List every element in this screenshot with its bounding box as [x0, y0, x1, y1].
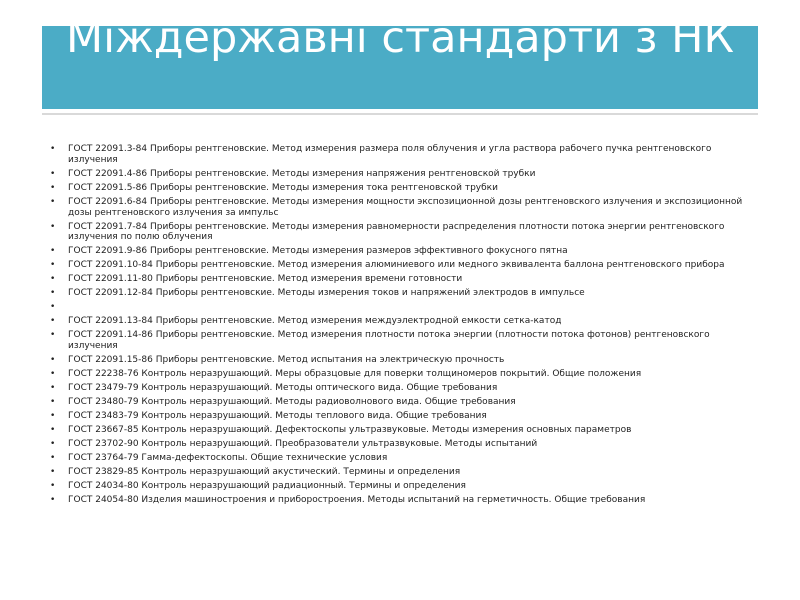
standard-item-text: ГОСТ 22091.14-86 Приборы рентгеновские. Метод измерения плотности потока энергии (плотности потока фотонов) рентгеновского излучения [68, 330, 710, 352]
standard-item-text: ГОСТ 22091.3-84 Приборы рентгеновские. Метод измерения размера поля облучения и угла раствора рабочего пучка рентгеновского излучения [68, 144, 712, 165]
standard-item [50, 453, 750, 464]
standard-item-text: ГОСТ 22091.11-80 Приборы рентгеновские. Метод измерения времени готовности [68, 274, 463, 285]
standard-item [50, 169, 750, 180]
standard-item [50, 183, 750, 194]
standard-item-text: ГОСТ 22238-76 Контроль неразрушающий. Меры образцовые для поверки толщиномеров покрытий. Общие положения [68, 368, 642, 379]
standard-item-text: ГОСТ 23829-85 Контроль неразрушающий акустический. Термины и определения [68, 466, 461, 477]
standard-item [50, 439, 750, 450]
standard-item-text: ГОСТ 23480-79 Контроль неразрушающий. Методы радиоволнового вида. Общие требования [68, 396, 516, 407]
bullet-icon: • [50, 302, 56, 313]
standard-item [50, 288, 750, 299]
standard-item-text: ГОСТ 22091.10-84 Приборы рентгеновские. Метод измерения алюминиевого или медного эквивалента баллона рентгеновского прибора [68, 260, 725, 271]
standard-item-text: ГОСТ 22091.12-84 Приборы рентгеновские. Методы измерения токов и напряжений электродов в импульсе [68, 288, 585, 299]
standard-item-text: ГОСТ 22091.7-84 Приборы рентгеновские. Методы измерения равномерности распределения плотности потока энергии рентгеновского излучения по полю облучения [68, 221, 725, 243]
standard-item [50, 369, 750, 380]
standards-list [50, 144, 750, 509]
standard-item [50, 397, 750, 408]
standard-item [50, 495, 750, 506]
standard-item-text: ГОСТ 23764-79 Гамма-дефектоскопы. Общие технические условия [68, 452, 388, 463]
standard-item [50, 467, 750, 478]
standard-item-text: ГОСТ 22091.4-86 Приборы рентгеновские. Методы измерения напряжения рентгеновской трубки [68, 168, 536, 179]
bullet-icon: • [50, 382, 56, 393]
standard-item-text: ГОСТ 24054-80 Изделия машиностроения и приборостроения. Методы испытаний на герметичность. Общие требования [68, 494, 646, 505]
standard-item [50, 260, 750, 271]
bullet-icon: • [50, 274, 56, 285]
bullet-icon: • [50, 410, 56, 421]
standard-item [50, 355, 750, 366]
bullet-icon: • [50, 368, 56, 379]
bullet-icon: • [50, 494, 56, 505]
bullet-icon: • [50, 221, 56, 232]
bullet-icon: • [50, 330, 56, 341]
standard-item-text [68, 302, 71, 312]
bullet-icon: • [50, 246, 56, 257]
bullet-icon: • [50, 144, 56, 154]
bullet-icon: • [50, 466, 56, 477]
standard-item [50, 302, 750, 313]
standard-item [50, 222, 750, 244]
slide-title: Міждержавні стандарти з НК [65, 13, 734, 63]
bullet-icon: • [50, 168, 56, 179]
bullet-icon: • [50, 480, 56, 491]
standard-item-text: ГОСТ 23667-85 Контроль неразрушающий. Дефектоскопы ультразвуковые. Методы измерения основных параметров [68, 424, 632, 435]
standard-item [50, 246, 750, 257]
bullet-icon: • [50, 452, 56, 463]
standard-item [50, 330, 750, 352]
standard-item-text: ГОСТ 23702-90 Контроль неразрушающий. Преобразователи ультразвуковые. Методы испытаний [68, 438, 538, 449]
standard-item [50, 481, 750, 492]
standard-item-text: ГОСТ 22091.15-86 Приборы рентгеновские. Метод испытания на электрическую прочность [68, 355, 505, 365]
bullet-icon: • [50, 438, 56, 449]
bullet-icon: • [50, 182, 56, 193]
standard-item [50, 411, 750, 422]
bullet-icon: • [50, 196, 56, 207]
standard-item [50, 197, 750, 219]
bullet-icon: • [50, 424, 56, 435]
bullet-icon: • [50, 396, 56, 407]
bullet-icon: • [50, 288, 56, 299]
standard-item-text: ГОСТ 22091.6-84 Приборы рентгеновские. Методы измерения мощности экспозиционной дозы рентгеновского излучения и экспозиционной дозы рентгеновского излучения за импульс [68, 196, 743, 218]
standard-item [50, 425, 750, 436]
standard-item-text: ГОСТ 23483-79 Контроль неразрушающий. Методы теплового вида. Общие требования [68, 410, 487, 421]
standard-item [50, 144, 750, 166]
standard-item [50, 383, 750, 394]
standard-item-text: ГОСТ 22091.5-86 Приборы рентгеновские. Методы измерения тока рентгеновской трубки [68, 182, 498, 193]
bullet-icon: • [50, 260, 56, 271]
standard-item-text: ГОСТ 24034-80 Контроль неразрушающий радиационный. Термины и определения [68, 480, 466, 491]
standard-item [50, 316, 750, 327]
standard-item-text: ГОСТ 22091.13-84 Приборы рентгеновские. Метод измерения междуэлектродной емкости сетка-катод [68, 316, 562, 327]
standard-item-text: ГОСТ 22091.9-86 Приборы рентгеновские. Методы измерения размеров эффективного фокусного пятна [68, 246, 568, 257]
title-divider [42, 113, 758, 115]
standard-item [50, 274, 750, 285]
bullet-icon: • [50, 355, 56, 365]
standard-item-text: ГОСТ 23479-79 Контроль неразрушающий. Методы оптического вида. Общие требования [68, 382, 498, 393]
bullet-icon: • [50, 316, 56, 327]
